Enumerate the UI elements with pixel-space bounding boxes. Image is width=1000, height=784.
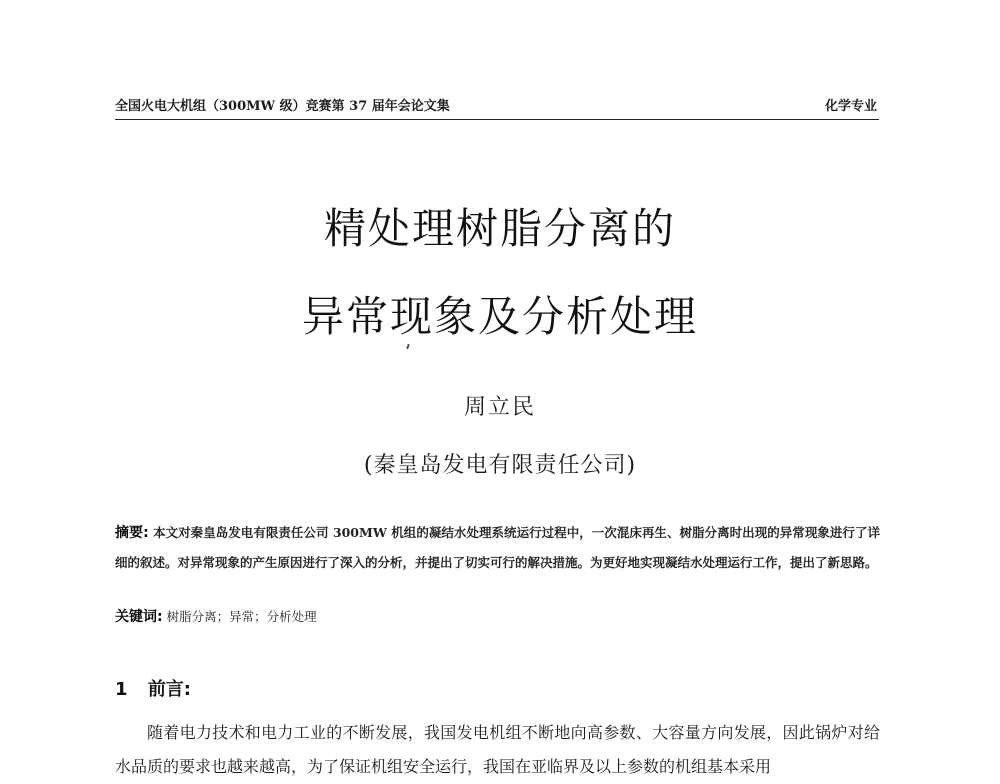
abstract-text: 本文对秦皇岛发电有限责任公司 300MW 机组的凝结水处理系统运行过程中，一次混床再生、树脂分离时出现的异常现象进行了详细的叙述。对异常现象的产生原因进行了深入的分析，并提出了切实可行的解决措施。为更好地实现凝结水处理运行工作，提出了新思路。 <box>115 525 880 570</box>
author-name: 周立民 <box>463 395 536 420</box>
subject-category: 化学专业 <box>824 99 877 114</box>
proceedings-title: 全国火电大机组（300MW 级）竞赛第 37 届年会论文集 <box>115 99 450 114</box>
section-number: 1 <box>115 679 128 700</box>
author-affiliation: (秦皇岛发电有限责任公司) <box>363 453 637 478</box>
keywords <box>115 604 880 630</box>
paper-title-line-2: 异常现象及分析处理 <box>301 292 698 341</box>
section-heading <box>115 675 191 701</box>
abstract <box>115 518 880 577</box>
section-title: 前言: <box>147 679 192 700</box>
running-header <box>115 98 877 120</box>
scan-speck <box>406 344 410 349</box>
body-paragraph: 随着电力技术和电力工业的不断发展，我国发电机组不断地向高参数、大容量方向发展，因此锅炉对给水品质的要求也越来越高，为了保证机组安全运行，我国在亚临界及以上参数的机组基本采用 <box>115 723 880 776</box>
keywords-label: 关键词: <box>115 609 163 625</box>
header-rule <box>115 119 879 120</box>
keywords-text: 树脂分离；异常；分析处理 <box>166 609 317 624</box>
paper-title-line-1: 精处理树脂分离的 <box>323 204 676 253</box>
abstract-label: 摘要: <box>115 525 149 541</box>
